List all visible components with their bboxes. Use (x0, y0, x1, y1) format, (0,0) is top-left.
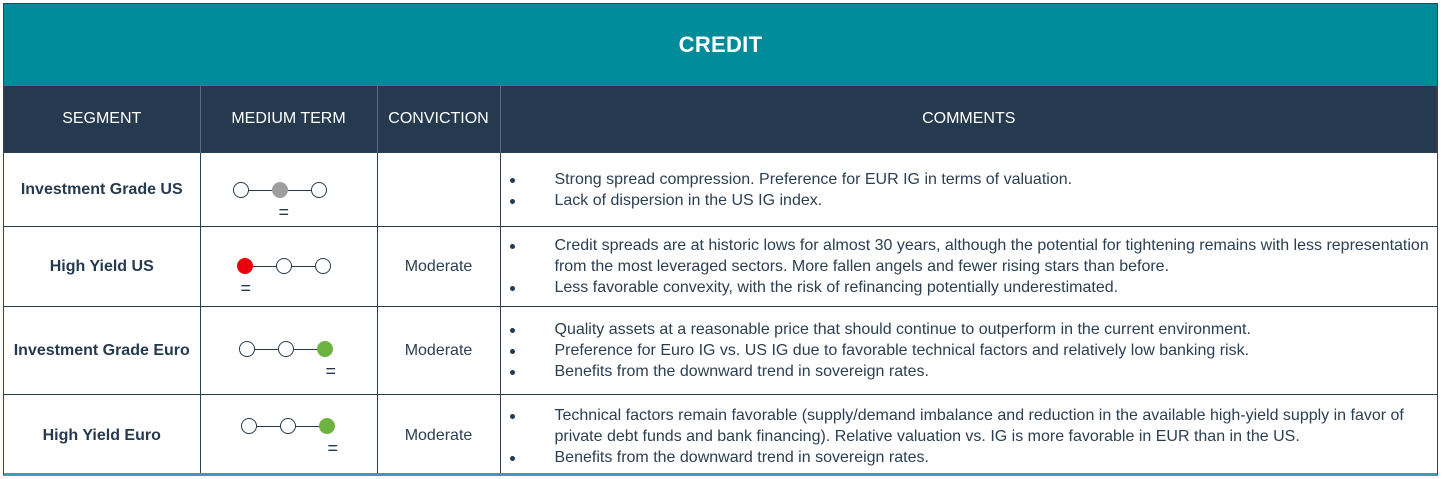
scale-dot-active (319, 418, 335, 434)
list-item: Preference for Euro IG vs. US IG due to favorable technical factors and relatively low banking risk. (555, 340, 1438, 361)
segment-cell: High Yield Euro (4, 395, 200, 477)
change-marker: = (278, 202, 290, 222)
header-row (4, 86, 1437, 153)
scale-dot-1 (233, 182, 249, 198)
header-medium-term: MEDIUM TERM (200, 86, 377, 153)
change-marker: = (325, 361, 337, 381)
medium-term-cell (200, 153, 377, 227)
medium-term-scale (239, 341, 335, 359)
credit-table (4, 86, 1437, 476)
medium-term-scale (237, 258, 333, 276)
list-item: Lack of dispersion in the US IG index. (555, 190, 1438, 211)
medium-term-cell (200, 307, 377, 395)
table-row (4, 307, 1437, 395)
scale-dot-3 (315, 258, 331, 274)
scale-dot-active (272, 182, 288, 198)
comments-list (501, 405, 1438, 468)
change-marker: = (327, 438, 339, 458)
conviction-cell: Moderate (377, 307, 500, 395)
list-item: Credit spreads are at historic lows for almost 30 years, although the potential for tightening remains with less representation from the most leveraged sectors. More fallen angels and fewer rising stars than before. (555, 235, 1438, 277)
medium-term-cell (200, 227, 377, 307)
list-item: Technical factors remain favorable (supply/demand imbalance and reduction in the available high-yield supply in favor of private debt funds and bank financing). Relative valuation vs. IG is more favorable in EUR than in the US. (555, 405, 1438, 447)
table-row (4, 395, 1437, 477)
comments-list (501, 319, 1438, 382)
table-row (4, 227, 1437, 307)
scale-dot-2 (278, 341, 294, 357)
list-item: Less favorable convexity, with the risk of refinancing potentially underestimated. (555, 277, 1438, 298)
segment-cell: Investment Grade Euro (4, 307, 200, 395)
conviction-cell: Moderate (377, 395, 500, 477)
conviction-cell: Moderate (377, 227, 500, 307)
scale-dot-1 (241, 418, 257, 434)
comments-cell (500, 227, 1437, 307)
scale-dot-2 (280, 418, 296, 434)
comments-list (501, 235, 1438, 298)
medium-term-scale (233, 182, 329, 200)
scale-dot-active (317, 341, 333, 357)
comments-list (501, 169, 1438, 211)
list-item: Benefits from the downward trend in sovereign rates. (555, 447, 1438, 468)
header-segment: SEGMENT (4, 86, 200, 153)
segment-cell: High Yield US (4, 227, 200, 307)
header-conviction: CONVICTION (377, 86, 500, 153)
header-comments: COMMENTS (500, 86, 1437, 153)
table-row (4, 153, 1437, 227)
list-item: Quality assets at a reasonable price that should continue to outperform in the current environment. (555, 319, 1438, 340)
change-marker: = (240, 278, 252, 298)
scale-dot-active (237, 258, 253, 274)
segment-cell: Investment Grade US (4, 153, 200, 227)
scale-dot-3 (311, 182, 327, 198)
medium-term-cell (200, 395, 377, 477)
credit-table-frame (3, 3, 1438, 476)
comments-cell (500, 153, 1437, 227)
conviction-cell (377, 153, 500, 227)
table-title: CREDIT (4, 4, 1437, 86)
scale-dot-2 (276, 258, 292, 274)
comments-cell (500, 395, 1437, 477)
list-item: Benefits from the downward trend in sovereign rates. (555, 361, 1438, 382)
scale-dot-1 (239, 341, 255, 357)
comments-cell (500, 307, 1437, 395)
list-item: Strong spread compression. Preference for EUR IG in terms of valuation. (555, 169, 1438, 190)
medium-term-scale (241, 418, 337, 436)
